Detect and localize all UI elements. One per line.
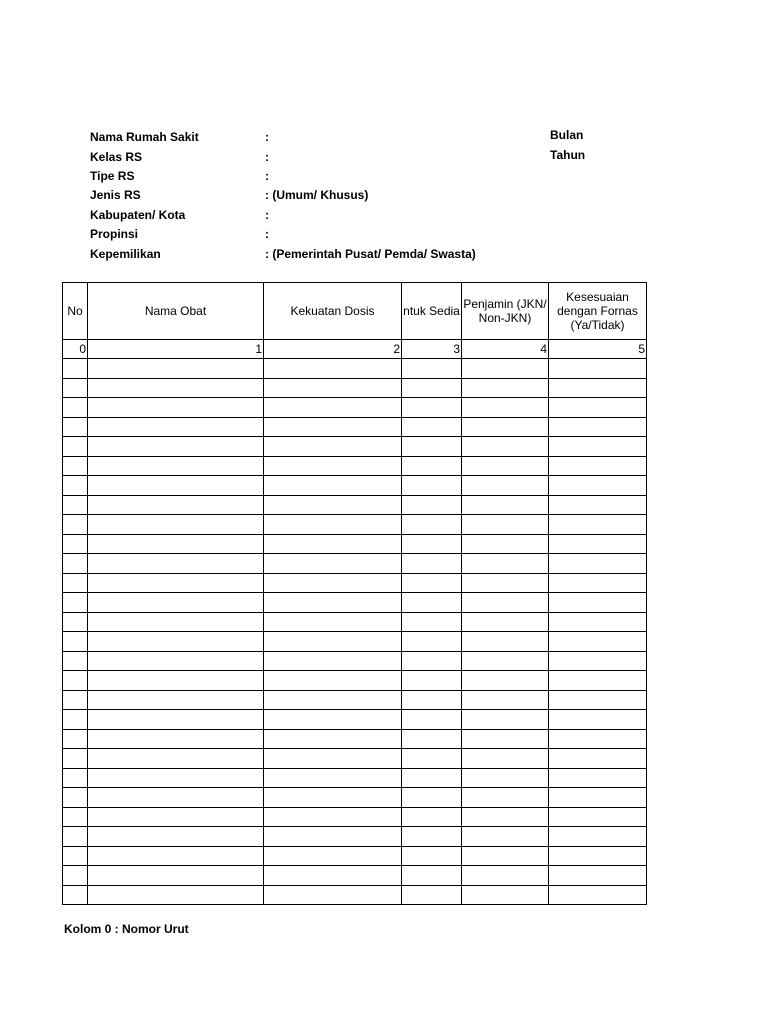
header-kesesuaian-fornas: Kesesuaian dengan Fornas (Ya/Tidak) — [549, 283, 647, 340]
table-cell[interactable] — [264, 885, 402, 905]
field-label: Kepemilikan — [90, 247, 161, 261]
table-cell[interactable] — [549, 593, 647, 613]
field-tahun: Tahun — [550, 148, 586, 162]
table-cell[interactable] — [264, 632, 402, 652]
table-cell[interactable] — [462, 534, 549, 554]
table-cell[interactable] — [63, 729, 88, 749]
table-cell[interactable] — [63, 398, 88, 418]
table-cell[interactable] — [549, 456, 647, 476]
field-value: : — [265, 150, 269, 164]
table-cell[interactable] — [549, 768, 647, 788]
table-cell[interactable] — [549, 827, 647, 847]
table-cell[interactable] — [402, 729, 462, 749]
table-cell[interactable] — [88, 846, 264, 866]
table-cell[interactable] — [402, 807, 462, 827]
table-cell[interactable] — [264, 749, 402, 769]
table-cell[interactable] — [63, 710, 88, 730]
table-cell[interactable] — [402, 612, 462, 632]
table-cell[interactable] — [63, 573, 88, 593]
table-cell[interactable] — [402, 768, 462, 788]
table-cell[interactable] — [63, 437, 88, 457]
table-cell[interactable] — [402, 573, 462, 593]
table-cell[interactable] — [549, 378, 647, 398]
field-value: : (Umum/ Khusus) — [265, 188, 369, 202]
table-cell[interactable] — [549, 846, 647, 866]
table-cell[interactable] — [88, 417, 264, 437]
table-cell[interactable] — [549, 807, 647, 827]
table-cell[interactable] — [462, 885, 549, 905]
table-cell[interactable] — [264, 690, 402, 710]
column-index-cell: 2 — [264, 340, 402, 359]
table-cell[interactable] — [549, 710, 647, 730]
table-cell[interactable] — [402, 846, 462, 866]
table-cell[interactable] — [264, 398, 402, 418]
table-cell[interactable] — [264, 593, 402, 613]
table-cell[interactable] — [549, 554, 647, 574]
table-cell[interactable] — [402, 515, 462, 535]
table-cell[interactable] — [264, 827, 402, 847]
table-row — [63, 476, 647, 496]
table-cell[interactable] — [549, 398, 647, 418]
table-row — [63, 690, 647, 710]
table-row — [63, 671, 647, 691]
table-row — [63, 437, 647, 457]
field-label: Jenis RS — [90, 188, 141, 202]
table-cell[interactable] — [63, 632, 88, 652]
table-cell[interactable] — [462, 476, 549, 496]
table-row — [63, 398, 647, 418]
table-cell[interactable] — [63, 690, 88, 710]
table-cell[interactable] — [402, 788, 462, 808]
table-cell[interactable] — [88, 885, 264, 905]
table-cell[interactable] — [462, 827, 549, 847]
table-cell[interactable] — [63, 456, 88, 476]
table-cell[interactable] — [88, 495, 264, 515]
table-cell[interactable] — [88, 690, 264, 710]
header-no: No — [63, 283, 88, 340]
table-cell[interactable] — [88, 632, 264, 652]
column-index-cell: 0 — [63, 340, 88, 359]
table-cell[interactable] — [88, 651, 264, 671]
table-cell[interactable] — [549, 749, 647, 769]
table-row — [63, 515, 647, 535]
table-cell[interactable] — [63, 671, 88, 691]
table-row — [63, 495, 647, 515]
table-cell[interactable] — [549, 729, 647, 749]
table-cell[interactable] — [462, 807, 549, 827]
table-cell[interactable] — [549, 671, 647, 691]
column-index-cell: 3 — [402, 340, 462, 359]
field-label: Tipe RS — [90, 169, 135, 183]
table-cell[interactable] — [63, 768, 88, 788]
table-cell[interactable] — [549, 651, 647, 671]
table-cell[interactable] — [462, 632, 549, 652]
table-cell[interactable] — [402, 554, 462, 574]
table-cell[interactable] — [63, 651, 88, 671]
table-cell[interactable] — [63, 417, 88, 437]
table-cell[interactable] — [462, 612, 549, 632]
table-row — [63, 534, 647, 554]
table-cell[interactable] — [462, 710, 549, 730]
table-cell[interactable] — [462, 456, 549, 476]
header-nama-obat: Nama Obat — [88, 283, 264, 340]
table-row — [63, 846, 647, 866]
table-row — [63, 788, 647, 808]
table-cell[interactable] — [462, 749, 549, 769]
table-cell[interactable] — [264, 515, 402, 535]
table-cell[interactable] — [462, 437, 549, 457]
table-cell[interactable] — [264, 456, 402, 476]
table-cell[interactable] — [63, 885, 88, 905]
table-row — [63, 651, 647, 671]
table-cell[interactable] — [88, 768, 264, 788]
table-cell[interactable] — [264, 534, 402, 554]
table-cell[interactable] — [402, 495, 462, 515]
table-cell[interactable] — [88, 710, 264, 730]
table-cell[interactable] — [88, 749, 264, 769]
field-label: Kelas RS — [90, 150, 143, 164]
table-cell[interactable] — [549, 690, 647, 710]
table-cell[interactable] — [63, 866, 88, 886]
column-index-cell: 4 — [462, 340, 549, 359]
table-row — [63, 612, 647, 632]
header-kekuatan-dosis: Kekuatan Dosis — [264, 283, 402, 340]
table-row — [63, 749, 647, 769]
table-cell[interactable] — [549, 515, 647, 535]
table-row — [63, 866, 647, 886]
table-cell[interactable] — [264, 417, 402, 437]
table-cell[interactable] — [264, 651, 402, 671]
table-cell[interactable] — [88, 807, 264, 827]
table-cell[interactable] — [462, 866, 549, 886]
table-cell[interactable] — [264, 866, 402, 886]
table-cell[interactable] — [402, 671, 462, 691]
table-cell[interactable] — [462, 690, 549, 710]
table-cell[interactable] — [462, 495, 549, 515]
table-cell[interactable] — [88, 788, 264, 808]
table-cell[interactable] — [462, 768, 549, 788]
table-cell[interactable] — [402, 417, 462, 437]
footer-note: Kolom 0 : Nomor Urut — [64, 922, 189, 936]
table-cell[interactable] — [264, 729, 402, 749]
field-value: : — [265, 208, 269, 222]
table-cell[interactable] — [402, 534, 462, 554]
table-row — [63, 417, 647, 437]
table-cell[interactable] — [264, 671, 402, 691]
table-cell[interactable] — [549, 359, 647, 379]
table-cell[interactable] — [264, 378, 402, 398]
table-cell[interactable] — [63, 495, 88, 515]
table-cell[interactable] — [264, 807, 402, 827]
table-cell[interactable] — [462, 671, 549, 691]
table-cell[interactable] — [549, 476, 647, 496]
table-cell[interactable] — [88, 573, 264, 593]
table-cell[interactable] — [264, 788, 402, 808]
table-cell[interactable] — [88, 437, 264, 457]
table-cell[interactable] — [88, 398, 264, 418]
table-cell[interactable] — [549, 788, 647, 808]
table-cell[interactable] — [63, 378, 88, 398]
table-cell[interactable] — [402, 885, 462, 905]
table-cell[interactable] — [462, 846, 549, 866]
table-row — [63, 456, 647, 476]
table-cell[interactable] — [462, 554, 549, 574]
table-cell[interactable] — [462, 593, 549, 613]
table-cell[interactable] — [264, 612, 402, 632]
table-cell[interactable] — [462, 651, 549, 671]
field-label: Nama Rumah Sakit — [90, 130, 199, 144]
table-cell[interactable] — [549, 534, 647, 554]
table-cell[interactable] — [88, 476, 264, 496]
table-cell[interactable] — [402, 359, 462, 379]
field-label: Kabupaten/ Kota — [90, 208, 186, 222]
field-bulan: Bulan — [550, 128, 584, 142]
table-cell[interactable] — [549, 632, 647, 652]
table-cell[interactable] — [264, 554, 402, 574]
table-row — [63, 378, 647, 398]
table-cell[interactable] — [63, 749, 88, 769]
table-cell[interactable] — [462, 788, 549, 808]
table-cell[interactable] — [402, 378, 462, 398]
table-cell[interactable] — [402, 593, 462, 613]
table-cell[interactable] — [264, 710, 402, 730]
table-row — [63, 768, 647, 788]
table-cell[interactable] — [462, 359, 549, 379]
field-value: : — [265, 169, 269, 183]
table-row — [63, 885, 647, 905]
table-cell[interactable] — [264, 437, 402, 457]
field-value: : — [265, 130, 269, 144]
table-row — [63, 632, 647, 652]
table-cell[interactable] — [63, 593, 88, 613]
table-cell[interactable] — [549, 885, 647, 905]
table-cell[interactable] — [402, 827, 462, 847]
table-cell[interactable] — [549, 495, 647, 515]
table-cell[interactable] — [549, 437, 647, 457]
table-cell[interactable] — [402, 749, 462, 769]
table-cell[interactable] — [88, 534, 264, 554]
table-cell[interactable] — [88, 593, 264, 613]
table-row — [63, 359, 647, 379]
table-cell[interactable] — [462, 417, 549, 437]
column-index-cell: 5 — [549, 340, 647, 359]
table-cell[interactable] — [264, 768, 402, 788]
header-bentuk-sediaan: ntuk Sedia — [402, 283, 462, 340]
field-label: Propinsi — [90, 227, 139, 241]
table-cell[interactable] — [63, 807, 88, 827]
table-cell[interactable] — [462, 398, 549, 418]
field-value: : — [265, 227, 269, 241]
table-cell[interactable] — [264, 495, 402, 515]
table-cell[interactable] — [264, 359, 402, 379]
table-cell[interactable] — [402, 866, 462, 886]
field-value: : (Pemerintah Pusat/ Pemda/ Swasta) — [265, 247, 476, 261]
table-row — [63, 573, 647, 593]
table-cell[interactable] — [88, 671, 264, 691]
table-cell[interactable] — [402, 456, 462, 476]
table-row — [63, 827, 647, 847]
header-info — [90, 128, 510, 268]
table-cell[interactable] — [402, 690, 462, 710]
table-cell[interactable] — [63, 788, 88, 808]
table-cell[interactable] — [264, 476, 402, 496]
table-cell[interactable] — [264, 846, 402, 866]
table-cell[interactable] — [549, 573, 647, 593]
table-cell[interactable] — [264, 573, 402, 593]
table-cell[interactable] — [462, 378, 549, 398]
table-cell[interactable] — [462, 515, 549, 535]
table-cell[interactable] — [402, 476, 462, 496]
table-cell[interactable] — [462, 729, 549, 749]
table-cell[interactable] — [88, 378, 264, 398]
table-cell[interactable] — [402, 632, 462, 652]
table-cell[interactable] — [63, 846, 88, 866]
table-cell[interactable] — [63, 534, 88, 554]
table-header-row — [63, 283, 647, 340]
table-cell[interactable] — [88, 359, 264, 379]
table-cell[interactable] — [88, 612, 264, 632]
table-cell[interactable] — [549, 866, 647, 886]
header-penjamin: Penjamin (JKN/ Non-JKN) — [462, 283, 549, 340]
table-cell[interactable] — [549, 417, 647, 437]
table-cell[interactable] — [402, 437, 462, 457]
table-cell[interactable] — [88, 515, 264, 535]
table-cell[interactable] — [88, 827, 264, 847]
table-cell[interactable] — [63, 554, 88, 574]
column-index-row — [63, 340, 647, 359]
table-cell[interactable] — [63, 827, 88, 847]
table-row — [63, 593, 647, 613]
table-cell[interactable] — [63, 612, 88, 632]
table-row — [63, 554, 647, 574]
table-cell[interactable] — [88, 866, 264, 886]
table-cell[interactable] — [88, 456, 264, 476]
column-index-cell: 1 — [88, 340, 264, 359]
table-cell[interactable] — [402, 710, 462, 730]
table-row — [63, 729, 647, 749]
table-cell[interactable] — [88, 554, 264, 574]
table-cell[interactable] — [402, 651, 462, 671]
table-cell[interactable] — [88, 729, 264, 749]
drug-table — [62, 282, 647, 905]
table-row — [63, 710, 647, 730]
table-cell[interactable] — [462, 573, 549, 593]
table-cell[interactable] — [402, 398, 462, 418]
table-cell[interactable] — [63, 359, 88, 379]
table-row — [63, 807, 647, 827]
table-cell[interactable] — [63, 515, 88, 535]
table-cell[interactable] — [63, 476, 88, 496]
table-cell[interactable] — [549, 612, 647, 632]
